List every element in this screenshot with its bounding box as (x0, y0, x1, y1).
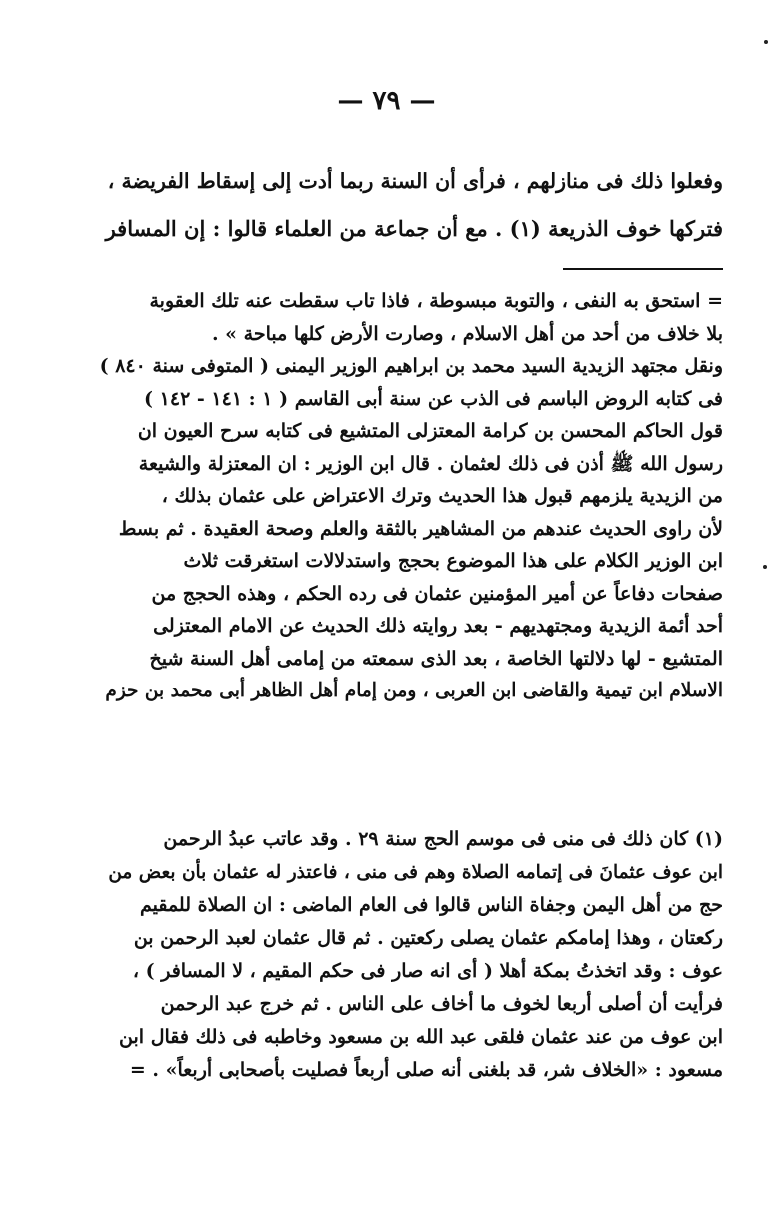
footnote-line: أحد أئمة الزيدية ومجتهديهم - بعد روايته ذلك الحديث عن الامام المعتزلى (153, 615, 723, 637)
footnote-line: حج من أهل اليمن وجفاة الناس قالوا فى العام الماضى : ان الصلاة للمقيم (139, 894, 723, 916)
footnote-line: ابن الوزير الكلام على هذا الموضوع بحجج واستدلالات استغرقت ثلاث (183, 550, 723, 572)
footnote-line: = استحق به النفى ، والتوبة مبسوطة ، فاذا تاب سقطت عنه تلك العقوبة (149, 290, 723, 312)
footnote-line: فى كتابه الروض الباسم فى الذب عن سنة أبى القاسم ( ١ : ١٤١ - ١٤٢ ) (144, 387, 723, 410)
footnote-line: لأن راوى الحديث عندهم من المشاهير بالثقة والعلم وصحة العقيدة . ثم بسط (118, 517, 723, 540)
margin-speck (764, 40, 768, 44)
footnote-line: ابن عوف عثمانَ فى إتمامه الصلاة وهم فى منى ، فاعتذر له عثمان بأن بعض من (108, 862, 723, 883)
footnote-1 (98, 823, 723, 1087)
footnote-line: مسعود : «الخلاف شر، قد بلغنى أنه صلى أربعاً فصليت بأصحابى أربعاً» . = (129, 1059, 723, 1081)
footnote-line: فرأيت أن أصلى أربعا لخوف ما أخاف على الناس . ثم خرج عبد الرحمن (160, 993, 723, 1015)
footnote-line: صفحات دفاعاً عن أمير المؤمنين عثمان فى رده الحكم ، وهذه الحجج من (151, 582, 723, 605)
margin-speck (763, 565, 767, 569)
footnote-line: رسول الله ﷺ أذن فى ذلك لعثمان . قال ابن الوزير : ان المعتزلة والشيعة (138, 452, 723, 475)
footnote-line: الاسلام ابن تيمية والقاضى ابن العربى ، ومن إمام أهل الظاهر أبى محمد بن حزم (105, 680, 723, 701)
footnote-line: من الزيدية يلزمهم قبول هذا الحديث وترك الاعتراض على عثمان بذلك ، (161, 485, 723, 507)
footnote-separator (563, 268, 723, 270)
footnote-line: قول الحاكم المحسن بن كرامة المعتزلى المتشيع فى كتابه سرح العيون ان (137, 420, 723, 442)
page-number: — ٧٩ — (337, 86, 436, 116)
footnote-line: عوف : وقد اتخذتُ بمكة أهلا ( أى انه صار فى حكم المقيم ، لا المسافر ) ، (132, 960, 723, 982)
footnote-line: المتشيع - لها دلالتها الخاصة ، بعد الذى سمعته من إمامى أهل السنة شيخ (149, 647, 723, 670)
footnote-line: ونقل مجتهد الزيدية السيد محمد بن ابراهيم الوزير اليمنى ( المتوفى سنة ٨٤٠ ) (99, 355, 723, 377)
main-text-line: فتركها خوف الذريعة (١) . مع أن جماعة من العلماء قالوا : إن المسافر (105, 216, 723, 241)
main-text (98, 158, 723, 252)
footnote-line: ركعتان ، وهذا إمامكم عثمان يصلى ركعتين . ثم قال عثمان لعبد الرحمن بن (133, 927, 723, 949)
footnote-line: ابن عوف من عند عثمان فلقى عبد الله بن مسعود وخاطبه فى ذلك فقال ابن (119, 1026, 723, 1048)
footnote-line: (١) كان ذلك فى منى فى موسم الحج سنة ٢٩ . وقد عاتب عبدُ الرحمن (163, 828, 723, 850)
footnote-continuation (98, 285, 723, 708)
footnote-line: بلا خلاف من أحد من أهل الاسلام ، وصارت الأرض كلها مباحة » . (211, 322, 723, 345)
main-text-line: وفعلوا ذلك فى منازلهم ، فرأى أن السنة ربما أدت إلى إسقاط الفريضة ، (107, 169, 723, 193)
